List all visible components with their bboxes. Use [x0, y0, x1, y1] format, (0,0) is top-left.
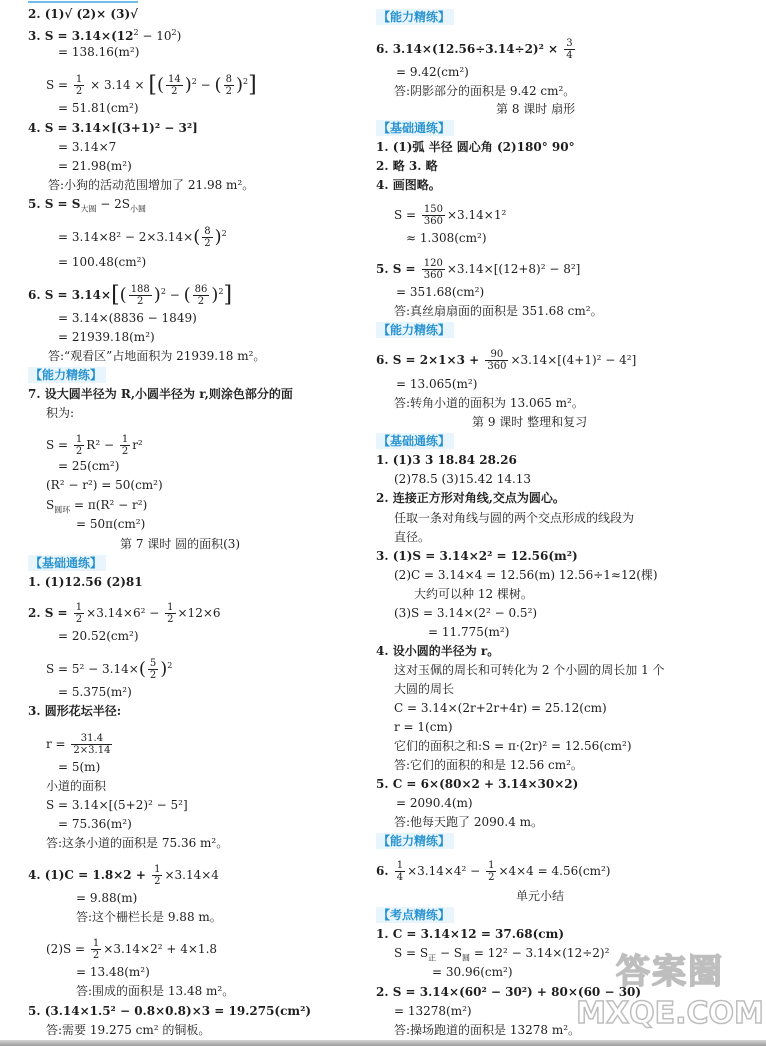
answer-7-line3: S = $\frac{1}{2}$ R² − $\frac{1}{2}$ r²: [46, 434, 143, 457]
answer-7-line4: = 25(cm²): [58, 459, 120, 473]
section-header-basic: 【基础通练】: [376, 433, 454, 449]
answer-6-line1: 6. 3.14×(12.56÷3.14÷2)² × $\frac{3}{4}$: [376, 38, 573, 61]
summary-1-line1: 1. C = 3.14×12 = 37.68(cm): [376, 927, 564, 941]
answer-1: 1. (1)12.56 (2)81: [28, 575, 143, 589]
answer-1: 1. (1)弧 半径 圆心角 (2)180° 90°: [376, 140, 575, 154]
section-header-ability: 【能力精练】: [376, 322, 454, 338]
fraction: $\frac{1}{2}$: [75, 602, 83, 625]
answer-5b-conclusion: 答:需要 19.275 cm² 的铜板。: [46, 1023, 211, 1037]
answer-4-line1: 4. S = 3.14×[(3+1)² − 3²]: [28, 121, 198, 135]
summary-2-line1: 2. S = 3.14×(60² − 30²) + 80×(60 − 30): [376, 985, 642, 999]
answer-7-line2: 积为:: [46, 406, 75, 420]
review-3-line2: (2)C = 3.14×4 = 12.56(m) 12.56÷1≈12(棵): [394, 568, 658, 582]
review-5-conclusion: 答:他每天跑了 2090.4 m。: [394, 815, 544, 829]
answer-6-line3: = 21939.18(m²): [58, 330, 155, 344]
section-header-ability: 【能力精练】: [376, 9, 454, 25]
answer-3b-line5: S = 3.14×[(5+2)² − 5²]: [46, 798, 188, 812]
summary-2-line2: = 13278(m²): [394, 1004, 472, 1018]
answer-5-line1: 5. S = $\frac{120}{360}$ ×3.14×[(12+8)² − 8²]: [376, 258, 581, 281]
review-1-line2: (2)78.5 (3)15.42 14.13: [394, 472, 532, 486]
answer-2-line4: = 5.375(m²): [58, 685, 132, 699]
fraction: $\frac{3}{4}$: [566, 38, 573, 61]
review-6: 6. $\frac{1}{4}$ ×3.14×4² − $\frac{1}{2}$ ×4×4 = 4.56(cm²): [376, 860, 611, 883]
lesson-title-8: 第 8 课时 扇形: [496, 102, 576, 116]
review-3-line3: 大约可以种 12 棵树。: [414, 587, 533, 601]
answer-4b-line5: = 13.48(m²): [76, 965, 150, 979]
fraction: $\frac{1}{2}$: [75, 74, 83, 97]
fraction: $\frac{14}{2}$: [168, 74, 181, 97]
answer-4b-line3: 答:这个栅栏长是 9.88 m。: [76, 910, 222, 924]
answer-3-line3: S = $\frac{1}{2}$ × 3.14 × [( $\frac{14}{2}$ )$^2$ − ( $\frac{8}{2}$ )$^2$]: [46, 72, 257, 98]
answer-5-line2: = 351.68(cm²): [396, 285, 485, 299]
answer-4b-line6: 答:围成的面积是 13.48 m²。: [76, 984, 235, 998]
review-4-conclusion: 答:它们的面积的和是 12.56 cm²。: [394, 758, 583, 772]
answer-3-line1: 3. $S = 3.14\times(12^2 - 10^2)$: [28, 28, 182, 43]
fraction: $\frac{120}{360}$: [423, 258, 443, 281]
fraction: $\frac{1}{2}$: [167, 602, 174, 625]
answer-6-line2: = 9.42(cm²): [396, 65, 469, 79]
section-header-basic: 【基础通练】: [28, 555, 106, 571]
review-4-line6: 它们的面积之和:S = π·(2r)² = 12.56(cm²): [394, 739, 632, 753]
top-accent-line: [28, 1, 138, 3]
unit-summary-title: 单元小结: [516, 889, 565, 903]
answer-4b-line2: = 9.88(m): [76, 891, 138, 905]
fraction: $\frac{1}{2}$: [488, 860, 495, 883]
answer-7-line1: 7. 设大圆半径为 R,小圆半径为 r,则涂色部分的面: [28, 387, 293, 401]
fraction: $\frac{150}{360}$: [423, 204, 443, 227]
fraction: $\frac{1}{2}$: [92, 938, 100, 961]
answer-3b-conclusion: 答:这条小道的面积是 75.36 m²。: [46, 836, 229, 850]
answer-5-conclusion: 答:真丝扇扇面的面积是 351.68 cm²。: [394, 304, 603, 318]
section-header-basic: 【基础通练】: [376, 120, 454, 136]
answer-3b-line2: r = $\frac{31.4}{2\times 3.14}$: [46, 733, 111, 756]
answer-3b-line4: 小道的面积: [46, 779, 107, 793]
answer-4-line3: = 21.98(m²): [58, 159, 132, 173]
answer-6b-conclusion: 答:转角小道的面积为 13.065 m²。: [394, 396, 584, 410]
answer-7-line7: = 50π(cm²): [76, 517, 146, 531]
answer-6b-line1: 6. S = 2×1×3 + $\frac{90}{360}$ ×3.14×[(4+1)² − 4²]: [376, 349, 637, 372]
fraction: $\frac{90}{360}$: [487, 349, 507, 372]
answer-6-line1: 6. S = 3.14×[( $\frac{188}{2}$ )$^2$ − ( $\frac{86}{2}$ )$^2$]: [28, 282, 233, 308]
fraction: $\frac{1}{2}$: [75, 434, 83, 457]
lesson-title-7: 第 7 课时 圆的面积(3): [120, 537, 241, 551]
answer-4-line2: = 3.14×7: [58, 140, 117, 154]
summary-1-line3: = 30.96(cm²): [432, 965, 513, 979]
watermark-url: MXQE.COM: [576, 996, 764, 1031]
review-4-line3: 大圆的周长: [394, 682, 455, 696]
watermark-logo: [575, 940, 765, 1044]
review-4-line1: 4. 设小圆的半径为 r。: [376, 644, 500, 658]
answer-3-result: = 51.81(cm²): [58, 101, 139, 115]
fraction: $\frac{31.4}{2\times 3.14}$: [73, 733, 111, 756]
fraction: $\frac{1}{2}$: [154, 864, 161, 887]
answer-2-line3: S = 5² − 3.14×( $\frac{5}{2}$ )$^2$: [46, 658, 173, 681]
lesson-title-9: 第 9 课时 整理和复习: [472, 415, 588, 429]
review-5-line2: = 2090.4(m): [396, 796, 473, 810]
answer-4-conclusion: 答:小狗的活动范围增加了 21.98 m²。: [48, 178, 255, 192]
fraction: $\frac{8}{2}$: [225, 74, 232, 97]
summary-1-line2: $S = S_正 - S_圆 = 12^2 - 3.14\times(12\div 2)^2$: [394, 946, 610, 963]
section-header-ability: 【能力精练】: [28, 367, 106, 383]
review-3-line4: (3)S = 3.14×(2² − 0.5²): [394, 606, 538, 620]
watermark-text: 答案圈: [616, 952, 724, 992]
review-3-line5: = 11.775(m²): [428, 625, 510, 639]
answer-6-conclusion: 答:“观看区”占地面积为 21939.18 m²。: [48, 349, 266, 363]
answer-6-line2: = 3.14×(8836 − 1849): [58, 311, 197, 325]
answer-5-result: = 100.48(cm²): [58, 255, 147, 269]
summary-2-conclusion: 答:操场跑道的面积是 13278 m²。: [394, 1023, 581, 1037]
answer-6b-line2: = 13.065(m²): [396, 377, 478, 391]
review-4-line5: r = 1(cm): [394, 720, 453, 734]
fraction: $\frac{1}{2}$: [121, 434, 129, 457]
answer-4-line1: 4. 画图略。: [376, 178, 441, 192]
review-5-line1: 5. C = 6×(80×2 + 3.14×30×2): [376, 777, 579, 791]
review-1-line1: 1. (1)3 3 18.84 28.26: [376, 453, 517, 467]
review-3-line1: 3. (1)S = 3.14×2² = 12.56(m²): [376, 549, 578, 563]
answer-7-line5: (R² − r²) = 50(cm²): [46, 478, 163, 492]
answer-3-line2: = 138.16(m²): [58, 45, 140, 59]
section-header-key-points: 【考点精练】: [376, 907, 454, 923]
review-4-line2: 这对玉佩的周长和可转化为 2 个小圆的周长加 1 个: [394, 663, 665, 677]
fraction: $\frac{188}{2}$: [130, 284, 150, 307]
answer-6-conclusion: 答:阴影部分的面积是 9.42 cm²。: [394, 84, 576, 98]
fraction: $\frac{86}{2}$: [194, 284, 208, 307]
answer-2: 2. (1)√ (2)× (3)√: [28, 7, 139, 21]
bottom-bar: [0, 1040, 766, 1046]
fraction: $\frac{8}{2}$: [204, 226, 211, 249]
answer-4b-line4: (2)S = $\frac{1}{2}$ ×3.14×2² + 4×1.8: [46, 938, 218, 961]
fraction: $\frac{5}{2}$: [149, 658, 157, 681]
answer-2-line2: = 20.52(cm²): [58, 629, 139, 643]
review-2-line3: 直径。: [394, 530, 431, 544]
fraction: $\frac{1}{4}$: [396, 860, 404, 883]
answer-5-line1: 5. $S = S_{大圆} - 2S_{小圆}$: [28, 197, 146, 214]
answer-5-line2: = 3.14×8² − 2×3.14×( $\frac{8}{2}$ )$^2$: [58, 226, 227, 249]
section-header-ability: 【能力精练】: [376, 833, 454, 849]
review-4-line4: C = 3.14×(2r+2r+4r) = 25.12(cm): [394, 701, 607, 715]
answer-3b-line3: = 5(m): [58, 760, 101, 774]
answer-4-line2: S = $\frac{150}{360}$ ×3.14×1²: [394, 204, 507, 227]
answer-7-line6: $S_{圆环} = \pi(R^2 - r^2)$: [46, 498, 148, 515]
review-2-line1: 2. 连接正方形对角线,交点为圆心。: [376, 491, 565, 505]
answer-5b-line1: 5. (3.14×1.5² − 0.8×0.8)×3 = 19.275(cm²): [28, 1004, 312, 1018]
answer-3b-line6: = 75.36(m²): [58, 817, 132, 831]
answer-3b-line1: 3. 圆形花坛半径:: [28, 704, 122, 718]
answer-2-line1: 2. S = $\frac{1}{2}$ ×3.14×6² − $\frac{1}{2}$ ×12×6: [28, 602, 221, 625]
answer-4-line3: ≈ 1.308(cm²): [406, 231, 487, 245]
answer-2-3: 2. 略 3. 略: [376, 159, 438, 173]
review-2-line2: 任取一条对角线与圆的两个交点形成的线段为: [394, 511, 635, 525]
answer-4b-line1: 4. (1)C = 1.8×2 + $\frac{1}{2}$ ×3.14×4: [28, 864, 219, 887]
